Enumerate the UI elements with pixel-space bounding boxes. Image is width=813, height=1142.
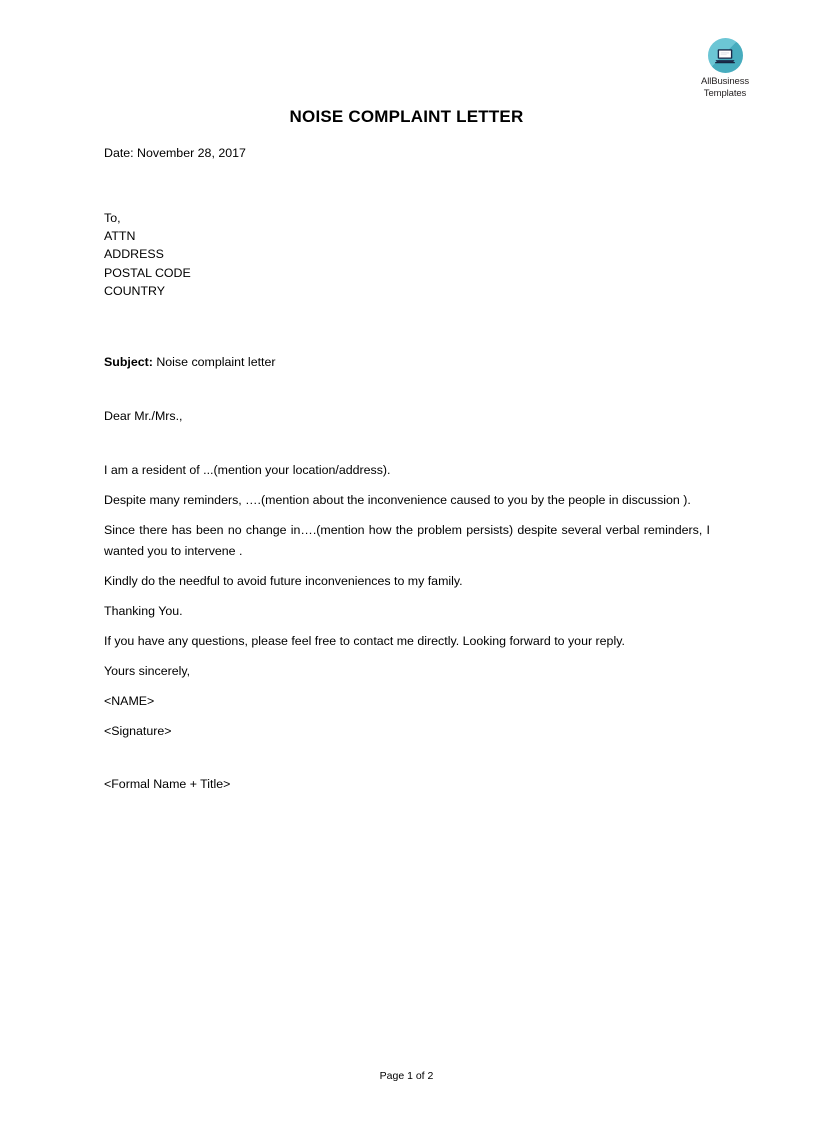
logo-text (692, 76, 758, 99)
salutation: Dear Mr./Mrs., (104, 409, 183, 424)
recipient-line: ADDRESS (104, 247, 164, 262)
subject-line (104, 353, 710, 371)
logo-text-line1: AllBusiness (700, 76, 749, 87)
body-paragraph: Kindly do the needful to avoid future inconveniences to my family. (104, 574, 463, 589)
subject-label: Subject: (104, 355, 153, 370)
logo-circle (708, 38, 743, 73)
page-title: NOISE COMPLAINT LETTER (289, 107, 524, 126)
signature-placeholder: <Signature> (104, 724, 172, 739)
signature-name: <NAME> (104, 694, 155, 709)
allbusiness-templates-logo (692, 38, 758, 99)
body-paragraph: If you have any questions, please feel free to contact me directly. Looking forward to your reply. (104, 634, 625, 649)
body-paragraph: Despite many reminders, ….(mention about the inconvenience caused to you by the people in discussion ). (104, 493, 691, 508)
recipient-line: ATTN (104, 229, 136, 244)
body-paragraph: Since there has been no change in….(mention how the problem persists) despite several verbal reminders, I wanted you to intervene . (104, 523, 710, 559)
recipient-address-block (104, 209, 710, 300)
letter-body (104, 144, 710, 795)
closing-line: Yours sincerely, (104, 664, 191, 679)
body-paragraph: Thanking You. (104, 604, 183, 619)
page-footer: Page 1 of 2 (379, 1070, 434, 1082)
recipient-line: POSTAL CODE (104, 265, 191, 280)
recipient-line: COUNTRY (104, 283, 166, 298)
logo-text-line2: Templates (703, 87, 747, 99)
subject-value: Noise complaint letter (156, 355, 276, 370)
laptop-icon (715, 48, 736, 64)
body-paragraph: I am a resident of ...(mention your location/address). (104, 463, 391, 478)
signature-formal-name: <Formal Name + Title> (104, 777, 231, 792)
date-line: Date: November 28, 2017 (104, 146, 246, 160)
recipient-line: To, (104, 211, 121, 225)
